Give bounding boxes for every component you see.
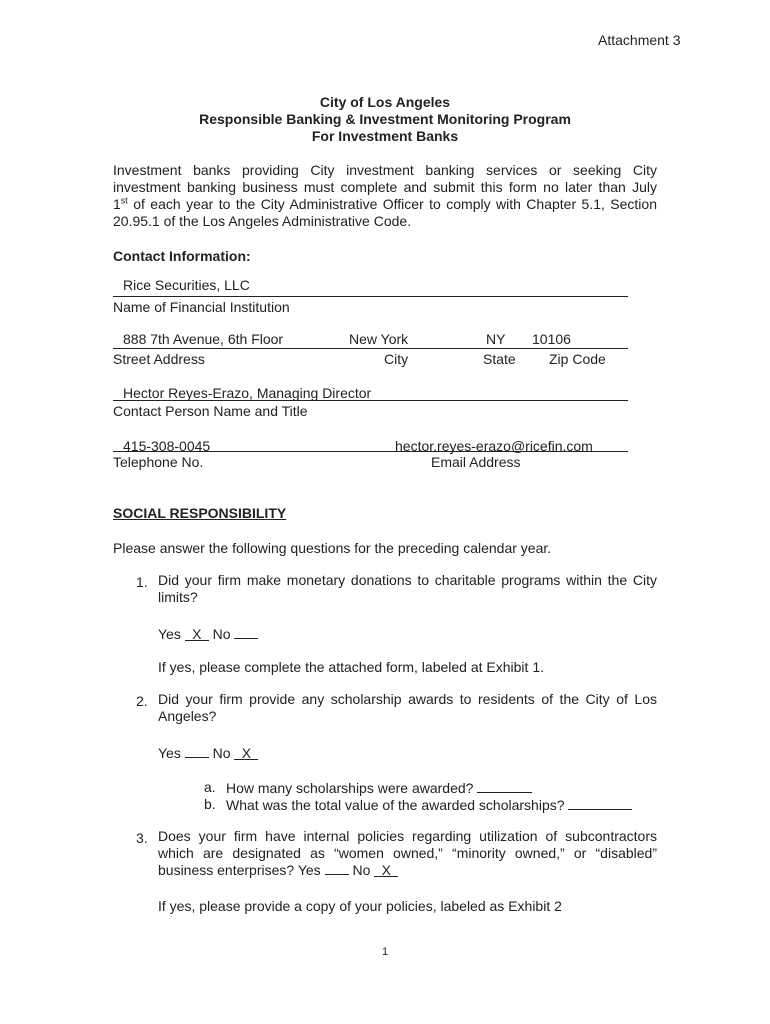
email-value[interactable]: hector.reyes-erazo@ricefin.com <box>395 438 593 454</box>
contact-heading: Contact Information: <box>113 248 251 264</box>
intro-line-3: 1st of each year to the City Administrative Officer to comply with Chapter 5.1, Section <box>113 195 657 212</box>
q3-text: Does your firm have internal policies regarding utilization of subcontractors which are designated as “women owned,” “minority owned,” or “disabled” business enterprises? Yes No X <box>158 828 657 878</box>
q2b-letter: b. <box>204 796 216 812</box>
phone-value[interactable]: 415-308-0045 <box>123 438 211 454</box>
social-heading: SOCIAL RESPONSIBILITY <box>113 505 287 521</box>
q2a-item: How many scholarships were awarded? <box>226 780 532 795</box>
contact-person-label: Contact Person Name and Title <box>113 403 308 419</box>
intro-line-2: investment banking business must complete and submit this form no later than July <box>113 179 657 195</box>
contact-person-value[interactable]: Hector Reyes-Erazo, Managing Director <box>123 385 372 401</box>
q2a-answer-field[interactable] <box>477 780 532 793</box>
title-line-3: For Investment Banks <box>311 128 459 144</box>
q3-no-checkbox[interactable]: X <box>374 864 398 877</box>
intro-paragraph <box>113 162 657 230</box>
q3-yes-checkbox[interactable] <box>325 862 349 875</box>
q2b-answer-field[interactable] <box>568 797 632 810</box>
city-label: City <box>384 351 409 367</box>
institution-underline <box>113 296 628 297</box>
intro-line-4: 20.95.1 of the Los Angeles Administrative Code. <box>113 213 412 229</box>
q3-note: If yes, please provide a copy of your policies, labeled as Exhibit 2 <box>158 898 562 914</box>
q2-yes-checkbox[interactable] <box>185 745 209 758</box>
state-value[interactable]: NY <box>486 331 506 347</box>
q1-answer: Yes X No <box>158 626 258 641</box>
q1-number: 1. <box>136 574 148 590</box>
q1-no-checkbox[interactable] <box>234 626 258 639</box>
q2-text: Did your firm provide any scholarship awards to residents of the City of Los Angeles? <box>158 691 657 724</box>
q3-number: 3. <box>136 830 148 846</box>
q2b-item: What was the total value of the awarded scholarships? <box>226 797 632 812</box>
title-line-1: City of Los Angeles <box>319 94 451 110</box>
q2-no-checkbox[interactable]: X <box>234 747 258 760</box>
zip-value[interactable]: 10106 <box>532 331 571 347</box>
q2a-letter: a. <box>204 779 216 795</box>
instruction-text: Please answer the following questions for the preceding calendar year. <box>113 540 552 556</box>
institution-label: Name of Financial Institution <box>113 299 290 315</box>
q2-number: 2. <box>136 693 148 709</box>
q1-yes-checkbox[interactable]: X <box>185 628 209 641</box>
email-label: Email Address <box>431 454 521 470</box>
q1-note: If yes, please complete the attached form, labeled at Exhibit 1. <box>158 659 544 675</box>
phone-email-underline <box>113 451 628 452</box>
attachment-label: Attachment 3 <box>598 32 681 48</box>
street-label: Street Address <box>113 351 205 367</box>
page-number: 1 <box>381 946 389 958</box>
address-underline <box>113 348 628 349</box>
contact-person-underline <box>113 400 628 401</box>
phone-label: Telephone No. <box>113 454 204 470</box>
title-line-2: Responsible Banking & Investment Monitoring Program <box>199 111 571 127</box>
street-value[interactable]: 888 7th Avenue, 6th Floor <box>123 331 284 347</box>
zip-label: Zip Code <box>549 351 606 367</box>
q2-answer: Yes No X <box>158 745 258 760</box>
institution-value[interactable]: Rice Securities, LLC <box>123 277 250 293</box>
intro-line-1: Investment banks providing City investment banking services or seeking City <box>113 162 657 178</box>
state-label: State <box>483 351 516 367</box>
city-value[interactable]: New York <box>349 331 409 347</box>
q1-text: Did your firm make monetary donations to charitable programs within the City limits? <box>158 572 657 605</box>
